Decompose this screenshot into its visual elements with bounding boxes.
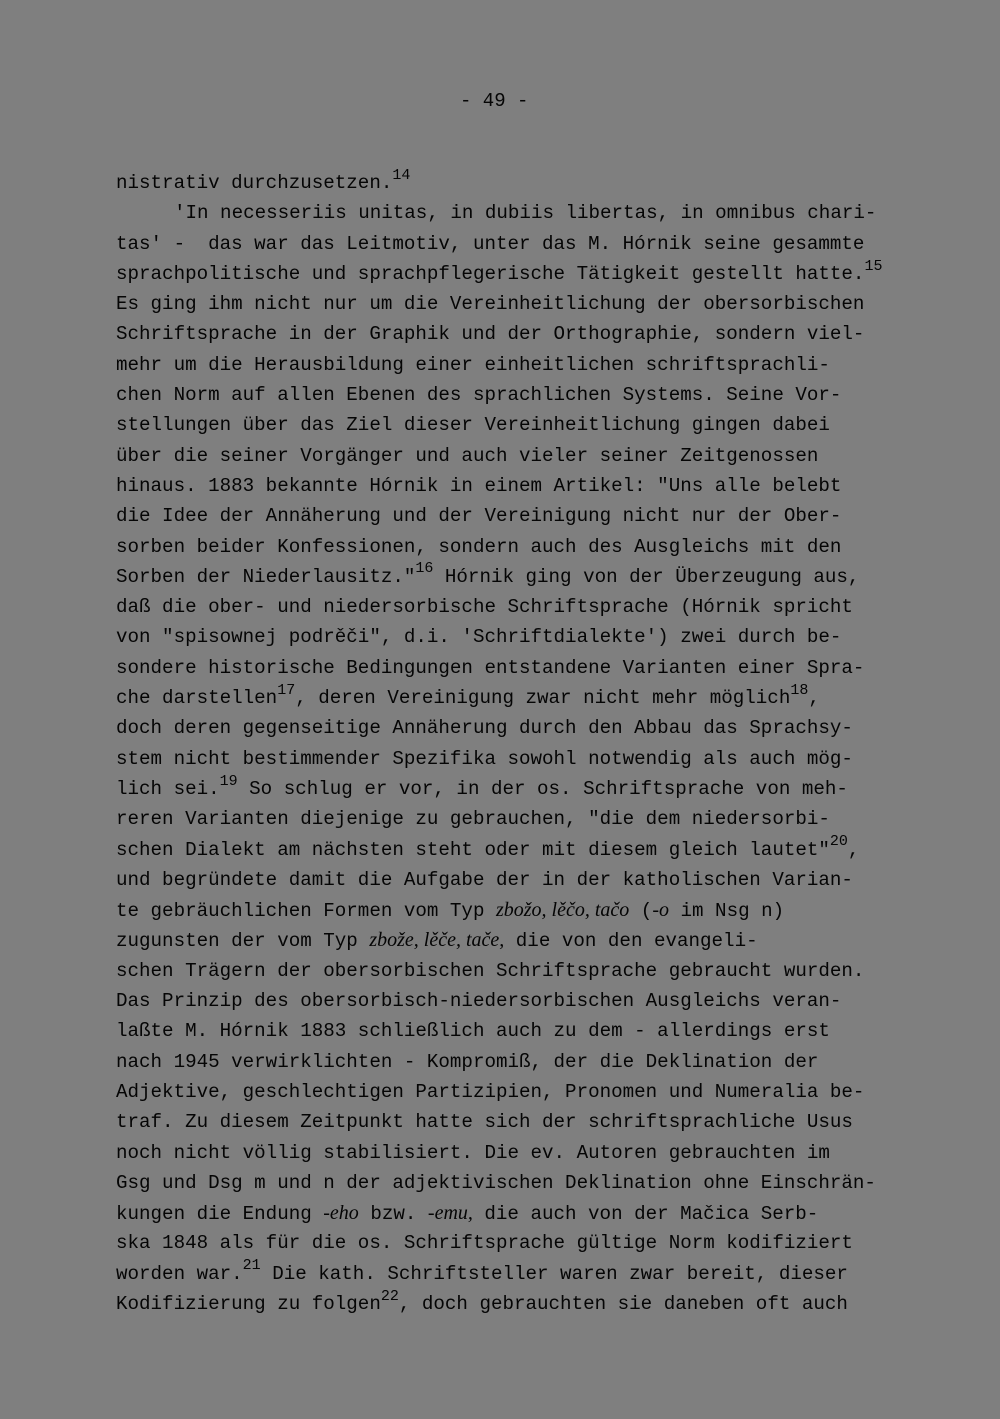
text-segment: stem nicht bestimmender Spezifika sowohl notwendig als auch mög- xyxy=(116,747,853,770)
text-line xyxy=(116,229,916,259)
text-segment: noch nicht völlig stabilisiert. Die ev. Autoren gebrauchten im xyxy=(116,1141,830,1164)
italic-term: zbože, lěče, tače, xyxy=(369,929,505,952)
text-line xyxy=(116,1168,916,1198)
text-line xyxy=(116,835,916,865)
text-segment: mehr um die Herausbildung einer einheitlichen schriftsprachli- xyxy=(116,353,830,376)
text-line xyxy=(116,380,916,410)
text-line xyxy=(116,1289,916,1319)
text-line xyxy=(116,259,916,289)
text-segment: traf. Zu diesem Zeitpunkt hatte sich der schriftsprachliche Usus xyxy=(116,1111,853,1134)
text-segment: die auch von der Mačica Serb- xyxy=(472,1203,819,1226)
text-segment: im Nsg n) xyxy=(669,900,785,923)
text-segment: ska 1848 als für die os. Schriftsprache gültige Norm kodifiziert xyxy=(116,1232,853,1255)
text-line xyxy=(116,713,916,743)
italic-term: -emu, xyxy=(427,1202,473,1225)
text-line xyxy=(116,410,916,440)
text-segment: , xyxy=(847,838,860,861)
text-line xyxy=(116,683,916,713)
page-number: - 49 - xyxy=(460,90,529,112)
text-segment: laßte M. Hórnik 1883 schließlich auch zu dem - allerdings erst xyxy=(116,1020,830,1043)
text-segment: So schlug er vor, in der os. Schriftsprache von meh- xyxy=(237,777,848,800)
text-segment: sondere historische Bedingungen entstandene Varianten einer Spra- xyxy=(116,656,865,679)
text-line xyxy=(116,1107,916,1137)
text-line xyxy=(116,744,916,774)
text-line xyxy=(116,1138,916,1168)
text-segment: , deren Vereinigung zwar nicht mehr möglich xyxy=(295,687,791,710)
footnote-marker: 21 xyxy=(242,1257,261,1275)
text-line xyxy=(116,350,916,380)
text-line xyxy=(116,1047,916,1077)
text-segment: sprachpolitische und sprachpflegerische Tätigkeit gestellt hatte. xyxy=(116,262,865,285)
footnote-marker: 14 xyxy=(392,166,411,184)
text-segment: daß die ober- und niedersorbische Schriftsprache (Hórnik spricht xyxy=(116,596,853,619)
text-segment: , doch gebrauchten sie daneben oft auch xyxy=(398,1292,848,1315)
footnote-marker: 16 xyxy=(415,560,434,578)
text-segment: bzw. xyxy=(358,1203,428,1226)
text-segment: Gsg und Dsg m und n der adjektivischen Deklination ohne Einschrän- xyxy=(116,1171,876,1194)
text-line xyxy=(116,592,916,622)
text-segment: 'In necesseriis unitas, in dubiis libertas, in omnibus chari- xyxy=(174,202,877,225)
text-segment: stellungen über das Ziel dieser Vereinheitlichung gingen dabei xyxy=(116,414,830,437)
text-segment: Kodifizierung zu folgen xyxy=(116,1292,381,1315)
italic-term: zbožo, lěčo, tačo xyxy=(495,899,630,922)
text-segment: Adjektive, geschlechtigen Partizipien, Pronomen und Numeralia be- xyxy=(116,1080,865,1103)
text-segment: Das Prinzip des obersorbisch-niedersorbischen Ausgleichs veran- xyxy=(116,990,842,1013)
text-segment: Sorben der Niederlausitz." xyxy=(116,565,416,588)
text-line xyxy=(116,289,916,319)
text-line xyxy=(116,441,916,471)
footnote-marker: 18 xyxy=(790,681,809,699)
text-line xyxy=(116,501,916,531)
text-segment: Schriftsprache in der Graphik und der Orthographie, sondern viel- xyxy=(116,323,865,346)
text-line xyxy=(116,895,916,925)
text-line xyxy=(116,986,916,1016)
text-segment: sorben beider Konfessionen, sondern auch des Ausgleichs mit den xyxy=(116,535,842,558)
text-line xyxy=(116,1228,916,1258)
text-line xyxy=(116,471,916,501)
text-line xyxy=(116,925,916,955)
text-line xyxy=(116,198,916,228)
footnote-marker: 22 xyxy=(380,1287,399,1305)
text-segment: schen Trägern der obersorbischen Schriftsprache gebraucht wurden. xyxy=(116,959,865,982)
text-line xyxy=(116,562,916,592)
text-line xyxy=(116,804,916,834)
text-segment: , xyxy=(808,687,820,710)
text-segment: che darstellen xyxy=(116,687,278,710)
footnote-marker: 15 xyxy=(864,257,883,275)
text-segment: hinaus. 1883 bekannte Hórnik in einem Artikel: "Uns alle belebt xyxy=(116,474,842,497)
footnote-marker: 19 xyxy=(219,772,238,790)
italic-term: -o xyxy=(652,899,669,922)
text-segment: tas' - das war das Leitmotiv, unter das M. Hórnik seine gesammte xyxy=(116,232,865,255)
text-segment: die von den evangeli- xyxy=(504,930,758,953)
text-segment: doch deren gegenseitige Annäherung durch den Abbau das Sprachsy- xyxy=(116,717,853,740)
text-segment: Hórnik ging von der Überzeugung aus, xyxy=(433,565,860,588)
text-segment: über die seiner Vorgänger und auch vieler seiner Zeitgenossen xyxy=(116,444,819,467)
text-line xyxy=(116,1259,916,1289)
text-line xyxy=(116,168,916,198)
text-segment: Die kath. Schriftsteller waren zwar bereit, dieser xyxy=(260,1262,848,1285)
text-segment: kungen die Endung xyxy=(116,1203,324,1226)
text-segment: die Idee der Annäherung und der Vereinigung nicht nur der Ober- xyxy=(116,505,842,528)
text-segment: ( xyxy=(629,900,653,923)
text-line xyxy=(116,319,916,349)
text-segment: zugunsten der vom Typ xyxy=(116,930,370,953)
text-line xyxy=(116,774,916,804)
text-segment: worden war. xyxy=(116,1262,243,1285)
footnote-marker: 20 xyxy=(829,833,848,851)
italic-term: -eho xyxy=(323,1202,359,1225)
text-segment: chen Norm auf allen Ebenen des sprachlichen Systems. Seine Vor- xyxy=(116,384,842,407)
text-segment: von "spisownej podrěči", d.i. 'Schriftdialekte') zwei durch be- xyxy=(116,626,842,649)
text-line xyxy=(116,622,916,652)
text-segment: nach 1945 verwirklichten - Kompromiß, der die Deklination der xyxy=(116,1050,819,1073)
text-line xyxy=(116,1077,916,1107)
text-segment: lich sei. xyxy=(116,777,220,800)
text-line xyxy=(116,653,916,683)
body-text xyxy=(116,168,916,1319)
text-line xyxy=(116,956,916,986)
text-line xyxy=(116,532,916,562)
text-segment: und begründete damit die Aufgabe der in der katholischen Varian- xyxy=(116,868,853,891)
footnote-marker: 17 xyxy=(277,681,296,699)
text-segment: te gebräuchlichen Formen vom Typ xyxy=(116,900,496,923)
text-line xyxy=(116,865,916,895)
text-segment: reren Varianten diejenige zu gebrauchen, "die dem niedersorbi- xyxy=(116,808,830,831)
text-line xyxy=(116,1198,916,1228)
text-line xyxy=(116,1016,916,1046)
text-segment: schen Dialekt am nächsten steht oder mit diesem gleich lautet" xyxy=(116,838,830,861)
text-segment: nistrativ durchzusetzen. xyxy=(116,172,393,194)
text-segment: Es ging ihm nicht nur um die Vereinheitlichung der obersorbischen xyxy=(116,293,865,316)
